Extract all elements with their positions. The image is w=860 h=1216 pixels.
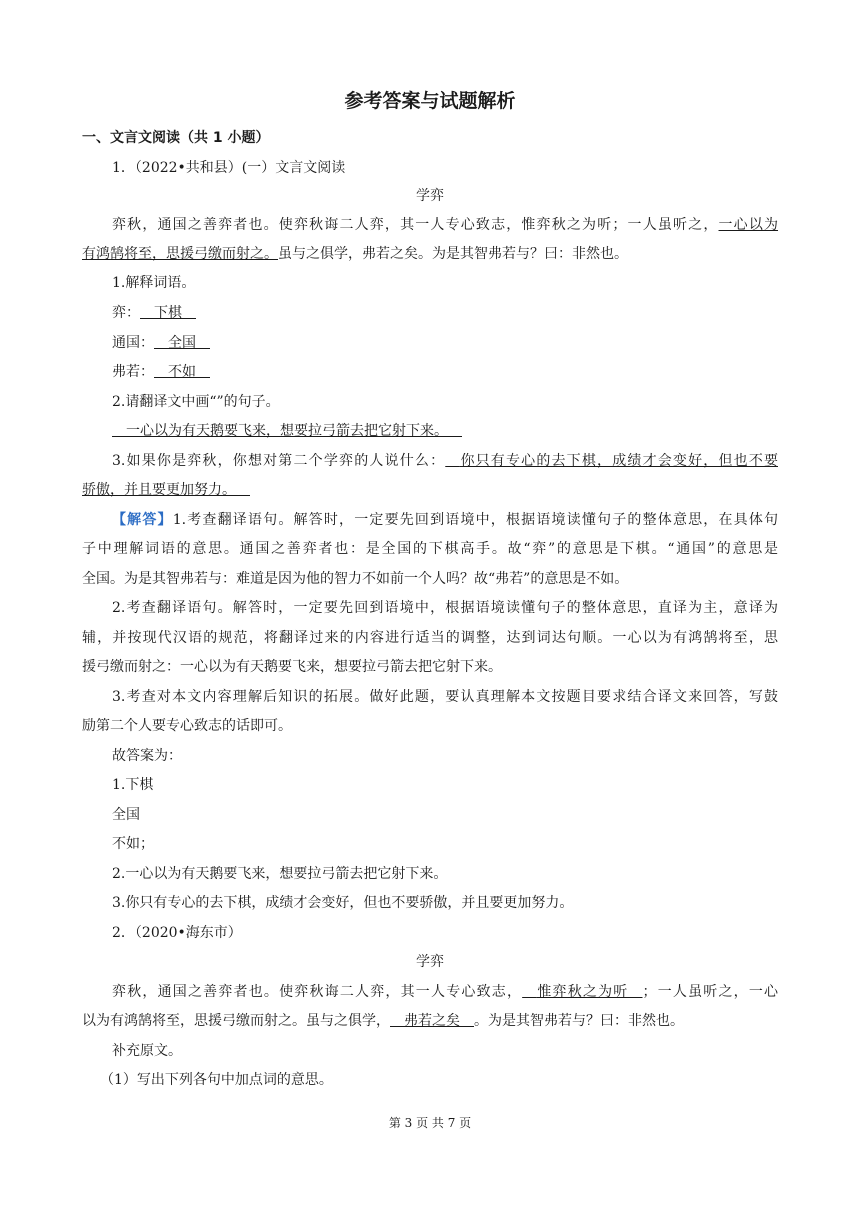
q1-answer-3: 不如； <box>112 836 154 852</box>
q1-word-1: 弈： 下棋 <box>112 305 182 321</box>
q1-explanation-2a: 2.考查翻译语句。解答时，一定要先回到语境中，根据语境读懂句子的整体意思，直译为主，意译为 <box>112 600 778 616</box>
q1-sub3-answer-cont: 骄傲，并且要更加努力。 <box>82 482 236 498</box>
q2-sub1: （1）写出下列各句中加点词的意思。 <box>100 1072 333 1088</box>
q1-explanation-1a: 【解答】1.考查翻译语句。解答时，一定要先回到语境中，根据语境读懂句子的整体意思，在具体句 <box>112 512 779 528</box>
q1-answer-4: 2.一心以为有天鹅要飞来，想要拉弓箭去把它射下来。 <box>112 866 448 882</box>
q1-sub2: 2.请翻译文中画“”的句子。 <box>112 394 280 410</box>
q1-header: 1．（2022•共和县）(一）文言文阅读 <box>112 160 346 176</box>
q2-header: 2．（2020•海东市） <box>112 925 242 941</box>
page-footer: 第 3 页 共 7 页 <box>388 1116 472 1130</box>
q2-passage-title: 学弈 <box>416 954 444 970</box>
q1-answer-1: 1.下棋 <box>112 777 154 793</box>
q1-explanation-3a: 3.考查对本文内容理解后知识的拓展。做好此题，要认真理解本文按题目要求结合译文来回答，写鼓 <box>112 689 778 705</box>
q1-passage-line-2: 有鸿鹄将至，思援弓缴而射之。虽与之俱学，弗若之矣。为是其智弗若与？曰：非然也。 <box>82 246 628 262</box>
q1-explanation-2c: 援弓缴而射之：一心以为有天鹅要飞来，想要拉弓箭去把它射下来。 <box>82 659 502 675</box>
q1-sub1: 1.解释词语。 <box>112 275 196 291</box>
q1-answer-2: 全国 <box>112 807 140 823</box>
q1-sub3: 3.如果你是弈秋，你想对第二个学弈的人说什么： 你只有专心的去下棋，成绩才会变好，但也不要 <box>112 453 778 469</box>
q2-passage-line-1: 弈秋，通国之善弈者也。使弈秋诲二人弈，其一人专心致志， 惟弈秋之为听 ；一人虽听之，一心 <box>112 984 779 1000</box>
q1-answer-5: 3.你只有专心的去下棋，成绩才会变好，但也不要骄傲，并且要更加努力。 <box>112 895 574 911</box>
q1-explanation-2b: 辅，并按现代汉语的规范，将翻译过来的内容进行适当的调整，达到词达句顺。一心以为有鸿鹄将至，思 <box>82 630 778 646</box>
q1-explanation-3b: 励第二个人要专心致志的话即可。 <box>82 718 292 734</box>
q1-word-3: 弗若： 不如 <box>112 364 196 380</box>
q2-passage-line-2: 以为有鸿鹄将至，思援弓缴而射之。虽与之俱学， 弗若之矣 。为是其智弗若与？曰：非然也。 <box>82 1013 684 1029</box>
q1-passage-title: 学弈 <box>416 188 444 204</box>
q1-word-2: 通国： 全国 <box>112 335 196 351</box>
section-heading: 一、文言文阅读（共 1 小题） <box>82 130 270 146</box>
page-title: 参考答案与试题解析 <box>344 90 516 112</box>
q2-supplement: 补充原文。 <box>112 1043 182 1059</box>
q1-answer-intro: 故答案为： <box>112 748 182 764</box>
q1-sub2-answer: 一心以为有天鹅要飞来，想要拉弓箭去把它射下来。 <box>126 423 448 439</box>
q1-explanation-1b: 子中理解词语的意思。通国之善弈者也：是全国的下棋高手。故“弈”的意思是下棋。“通国”的意思是 <box>82 541 778 557</box>
q1-passage-line-1: 弈秋，通国之善弈者也。使弈秋诲二人弈，其一人专心致志，惟弈秋之为听；一人虽听之，一心以为 <box>112 217 779 233</box>
q1-explanation-1c: 全国。为是其智弗若与：难道是因为他的智力不如前一个人吗？故“弗若”的意思是不如。 <box>82 571 629 587</box>
jieda-label: 【解答】 <box>112 512 173 528</box>
